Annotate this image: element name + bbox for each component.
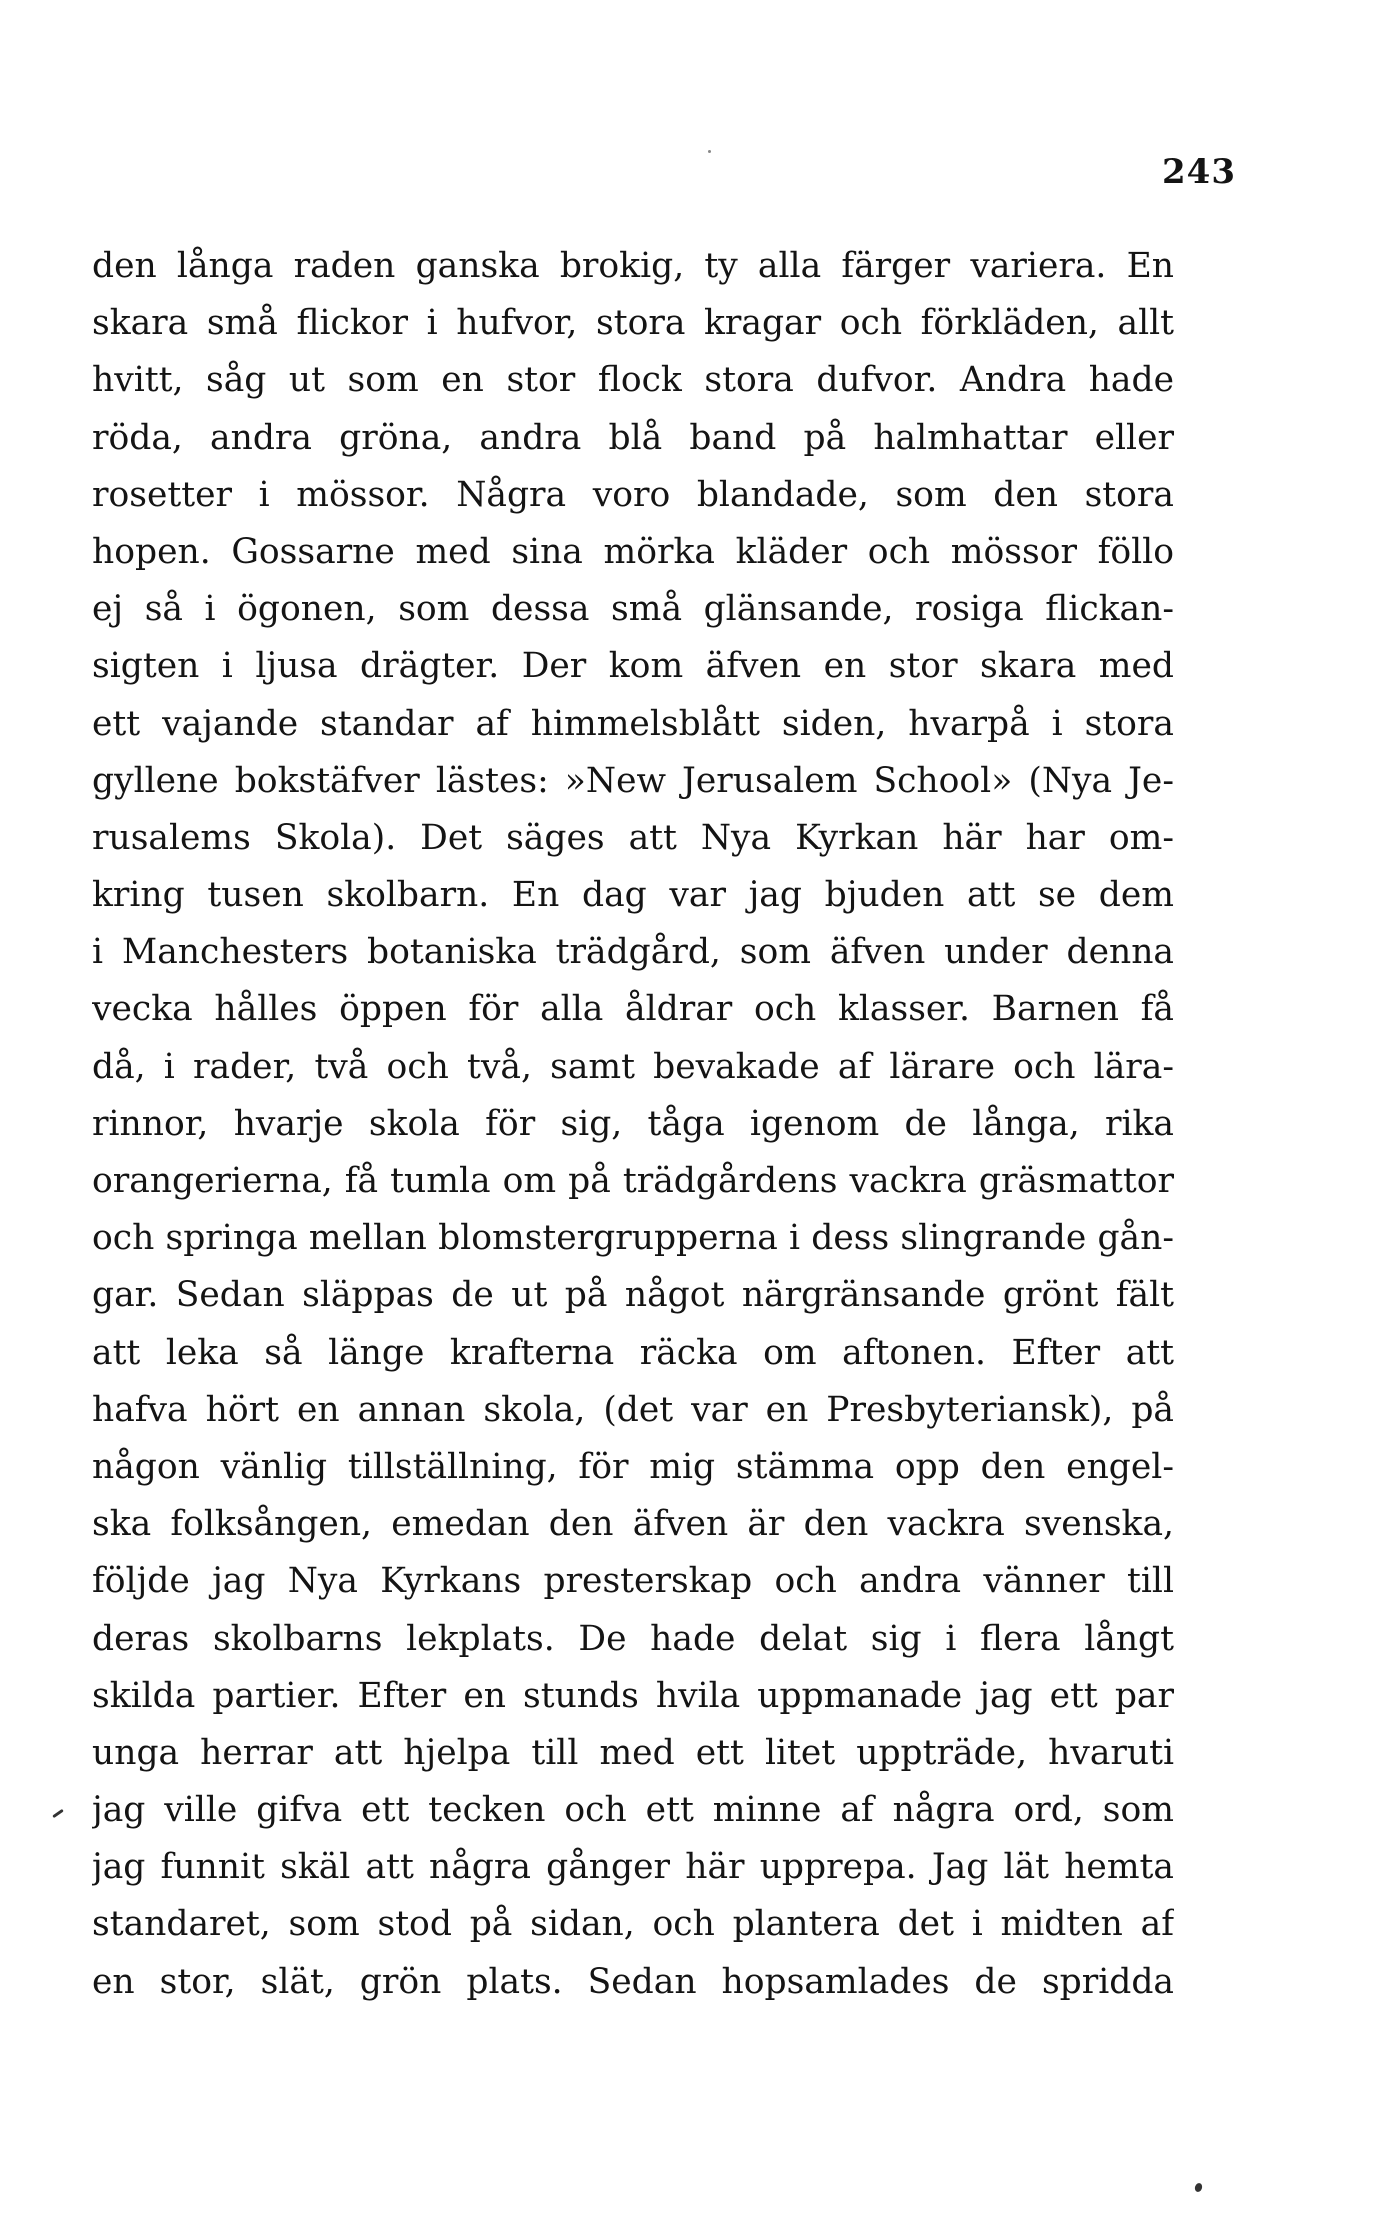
- text-line: gyllene bokstäfver lästes: »New Jerusalem School» (Nya Je-: [92, 760, 1174, 801]
- text-line: deras skolbarns lekplats. De hade delat sig i flera långt: [92, 1618, 1174, 1659]
- text-line: skilda partier. Efter en stunds hvila uppmanade jag ett par: [92, 1675, 1174, 1716]
- text-line: att leka så länge krafterna räcka om aftonen. Efter att: [92, 1332, 1174, 1373]
- text-line: den långa raden ganska brokig, ty alla färger variera. En: [92, 246, 1174, 286]
- text-line: ska folksången, emedan den äfven är den vackra svenska,: [92, 1504, 1174, 1545]
- text-line: rinnor, hvarje skola för sig, tåga igenom de långa, rika: [92, 1103, 1174, 1144]
- text-line: rosetter i mössor. Några voro blandade, som den stora: [92, 474, 1174, 515]
- text-line: någon vänlig tillställning, för mig stämma opp den engel-: [92, 1446, 1174, 1487]
- text-line: unga herrar att hjelpa till med ett litet uppträde, hvaruti: [92, 1732, 1174, 1773]
- text-line: röda, andra gröna, andra blå band på halmhattar eller: [92, 417, 1174, 458]
- ink-speck: [52, 1809, 64, 1818]
- text-line: ej så i ögonen, som dessa små glänsande, rosiga flickan-: [92, 589, 1174, 630]
- text-line: jag funnit skäl att några gånger här upprepa. Jag lät hemta: [92, 1847, 1174, 1888]
- text-line: kring tusen skolbarn. En dag var jag bjuden att se dem: [92, 875, 1174, 916]
- text-line: rusalems Skola). Det säges att Nya Kyrkan här har om-: [92, 817, 1174, 858]
- text-line: vecka hålles öppen för alla åldrar och klasser. Barnen få: [92, 989, 1174, 1030]
- text-line: skara små flickor i hufvor, stora kragar och förkläden, allt: [92, 303, 1174, 344]
- text-line: hafva hört en annan skola, (det var en Presbyteriansk), på: [92, 1389, 1174, 1430]
- text-line: orangerierna, få tumla om på trädgårdens vackra gräsmattor: [92, 1161, 1174, 1201]
- text-line: i Manchesters botaniska trädgård, som äfven under denna: [92, 932, 1174, 973]
- text-line: följde jag Nya Kyrkans presterskap och andra vänner till: [92, 1561, 1174, 1602]
- text-line: då, i rader, två och två, samt bevakade af lärare och lära-: [92, 1046, 1174, 1087]
- text-line: sigten i ljusa drägter. Der kom äfven en stor skara med: [92, 646, 1174, 687]
- body-text: [92, 238, 1174, 2011]
- ink-speck: [708, 150, 711, 153]
- text-line: jag ville gifva ett tecken och ett minne af några ord, som: [92, 1790, 1174, 1831]
- text-line: och springa mellan blomstergrupperna i dess slingrande gån-: [92, 1218, 1174, 1259]
- text-line: standaret, som stod på sidan, och plantera det i midten af: [92, 1904, 1174, 1945]
- text-line: gar. Sedan släppas de ut på något närgränsande grönt fält: [92, 1275, 1174, 1316]
- page-number: 243: [1162, 152, 1236, 192]
- text-line: ett vajande standar af himmelsblått siden, hvarpå i stora: [92, 703, 1174, 744]
- text-line: en stor, slät, grön plats. Sedan hopsamlades de spridda: [92, 1961, 1174, 2002]
- text-line: hvitt, såg ut som en stor flock stora dufvor. Andra hade: [92, 360, 1174, 401]
- text-line: hopen. Gossarne med sina mörka kläder och mössor föllo: [92, 531, 1174, 572]
- ink-speck: [1194, 2182, 1204, 2193]
